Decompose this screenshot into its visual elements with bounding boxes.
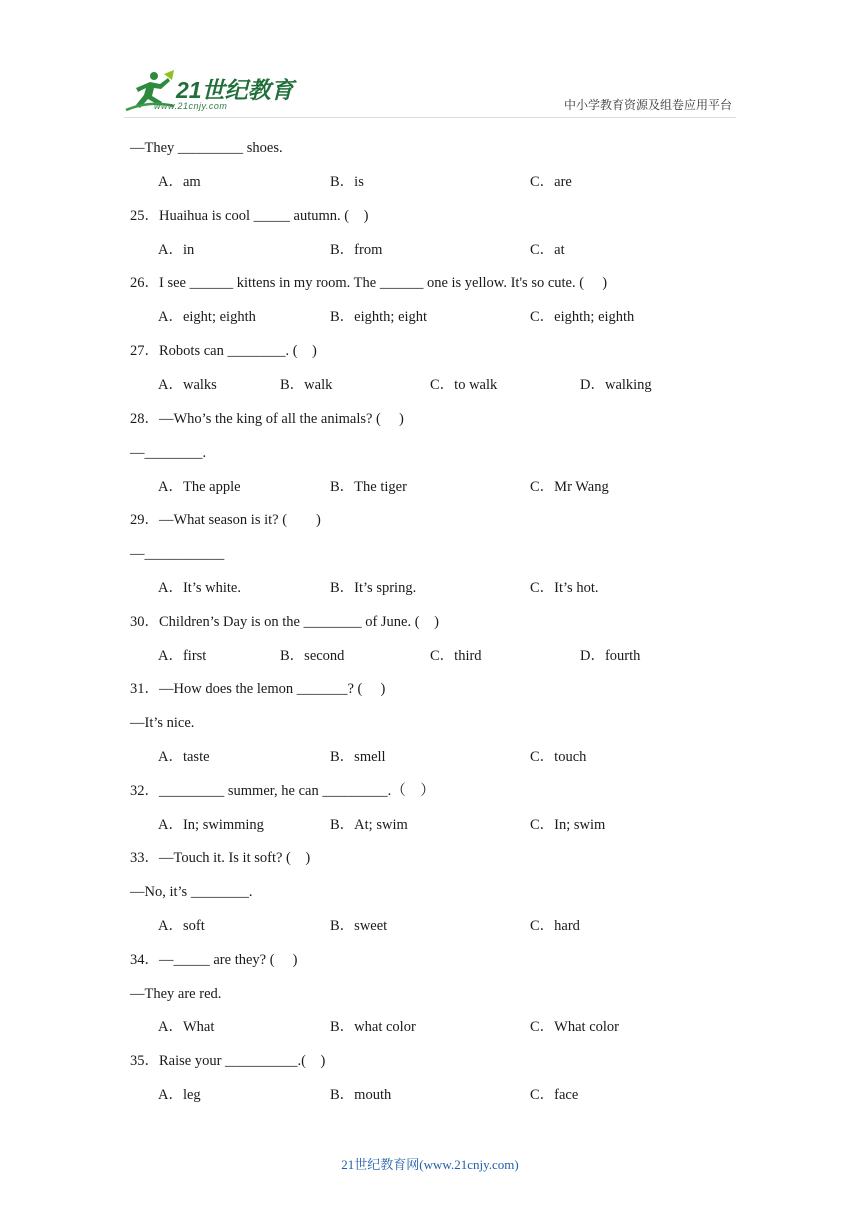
answer-line: —It’s nice. [130,715,195,731]
option-b: B．mouth [330,1087,392,1103]
option-a: A．The apple [158,479,241,495]
option-c: C．third [430,648,482,664]
logo-text: 21世纪教育 [176,77,294,103]
option-c: C．face [530,1087,579,1103]
option-c: C．at [530,242,565,258]
option-c: C．hard [530,918,580,934]
option-d: D．fourth [580,648,641,664]
question-line: —They _________ shoes. [130,140,283,156]
option-b: B．sweet [330,918,388,934]
option-b: B．what color [330,1019,416,1035]
option-b: B．smell [330,749,386,765]
option-a: A．In; swimming [158,817,264,833]
option-a: A．in [158,242,195,258]
option-a: A．first [158,648,207,664]
option-b: B．It’s spring. [330,580,417,596]
option-a: A．walks [158,377,217,393]
option-a: A．What [158,1019,215,1035]
header-platform-text: 中小学教育资源及组卷应用平台 [563,98,732,112]
question-35: 35．Raise your __________.( ) [130,1053,326,1069]
question-26: 26．I see ______ kittens in my room. The ______ one is yellow. It's so cute. ( ) [130,275,608,291]
question-34: 34．—_____ are they? ( ) [130,952,298,968]
option-c: C．touch [530,749,587,765]
logo [124,70,294,115]
option-b: B．second [280,648,345,664]
option-c: C．Mr Wang [530,479,609,495]
option-a: A．leg [158,1087,201,1103]
question-29: 29．—What season is it? ( ) [130,512,321,528]
option-b: B．The tiger [330,479,407,495]
logo-url: www.21cnjy.com [154,101,228,111]
option-c: C．eighth; eighth [530,309,635,325]
option-c: C．What color [530,1019,619,1035]
question-27: 27．Robots can ________. ( ) [130,343,317,359]
option-a: A．soft [158,918,205,934]
option-b: B．walk [280,377,333,393]
question-30: 30．Children’s Day is on the ________ of June. ( ) [130,614,439,630]
option-a: A．eight; eighth [158,309,256,325]
option-a: A．am [158,174,201,190]
answer-line: —No, it’s ________. [130,884,253,900]
answer-line: —___________ [130,546,225,562]
option-a: A．It’s white. [158,580,241,596]
option-b: B．eighth; eight [330,309,428,325]
option-c: C．It’s hot. [530,580,599,596]
answer-line: —They are red. [130,986,222,1002]
option-d: D．walking [580,377,652,393]
option-c: C．to walk [430,377,498,393]
question-32: 32．_________ summer, he can _________.（ ） [130,783,435,799]
option-b: B．from [330,242,383,258]
option-c: C．In; swim [530,817,606,833]
option-a: A．taste [158,749,210,765]
question-31: 31．—How does the lemon _______? ( ) [130,681,386,697]
option-b: B．is [330,174,364,190]
option-b: B．At; swim [330,817,408,833]
question-25: 25．Huaihua is cool _____ autumn. ( ) [130,208,369,224]
page-footer[interactable]: 21世纪教育网(www.21cnjy.com) [341,1157,519,1172]
answer-line: —________. [130,445,207,461]
page-header [0,0,860,125]
question-28: 28．—Who’s the king of all the animals? ( ) [130,411,404,427]
header-divider [124,117,736,118]
question-33: 33．—Touch it. Is it soft? ( ) [130,850,311,866]
option-c: C．are [530,174,572,190]
